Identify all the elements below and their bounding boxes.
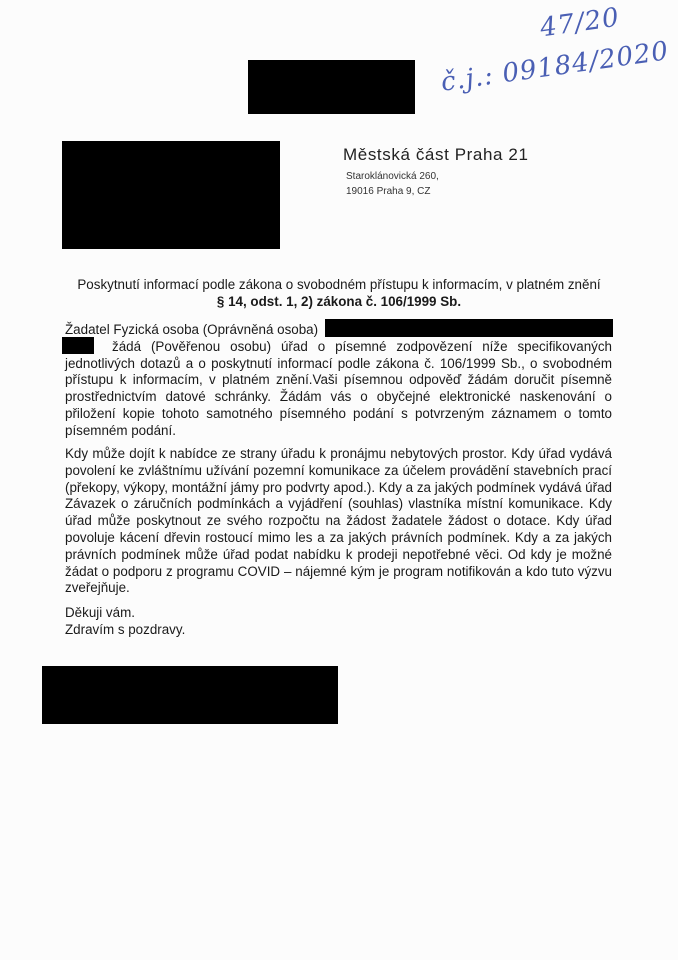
office-street: Staroklánovická 260, xyxy=(346,171,439,182)
redacted-signature-block xyxy=(42,666,338,724)
subject-line: Poskytnutí informací podle zákona o svobodném přístupu k informacím, v platném znění xyxy=(77,277,601,292)
office-city: 19016 Praha 9, CZ xyxy=(346,186,431,197)
office-name: Městská část Praha 21 xyxy=(343,145,529,164)
closing-greeting: Zdravím s pozdravy. xyxy=(65,622,186,637)
closing-thanks: Děkuji vám. xyxy=(65,605,135,620)
questions-paragraph: Kdy může dojít k nabídce ze strany úřadu k pronájmu nebytových prostor. Kdy úřad vydává povolení ke zvláštnímu užívání pozemní komunikace za účelem provádění stavebních prací (překopy, výkopy, montážní jámy pro podvrty apod.). Kdy a za jakých podmínek vydává úřad Závazek o záručních podmínkách a vyjádření (souhlas) vlastníka místní komunikace. Kdy úřad může poskytnout ze svého rozpočtu na žádost žadatele žádost o dotace. Kdy úřad povoluje kácení dřevin rostoucí mimo les a za jakých právních podmínek. Kdy a za jakých právních podmínek může úřad podat nabídku k prodeji nepotřebné věci. Od kdy je možné žádat o podporu z programu COVID – nájemné kým je program notifikován a kdo tuto výzvu zveřejňuje. xyxy=(65,446,612,596)
request-paragraph xyxy=(65,322,612,440)
redacted-block-top xyxy=(248,60,415,114)
closing xyxy=(65,604,185,638)
subject-law-reference: § 14, odst. 1, 2) zákona č. 106/1999 Sb. xyxy=(216,294,462,309)
applicant-lead: Žadatel Fyzická osoba (Oprávněná osoba) xyxy=(65,322,319,337)
subject xyxy=(62,276,616,310)
request-text: žádá (Pověřenou osobu) úřad o písemné zodpovězení níže specifikovaných jednotlivých dotazů a o poskytnutí informací podle zákona č. 106/1999 Sb., o svobodném přístupu k informacím, v platném znění.Vaši písemnou odpověď žádám doručit písemně prostřednictvím datové schránky. Žádám vás o obyčejné elektronické naskenování o přiložení kopie tohoto samotného písemného podání s potvrzeným záznamem o tomto písemném podání. xyxy=(65,338,612,438)
handwritten-number: 47/20 xyxy=(538,2,622,44)
handwritten-reference: č.j.: 09184/2020 xyxy=(439,36,671,98)
redacted-sender-block xyxy=(62,141,280,249)
